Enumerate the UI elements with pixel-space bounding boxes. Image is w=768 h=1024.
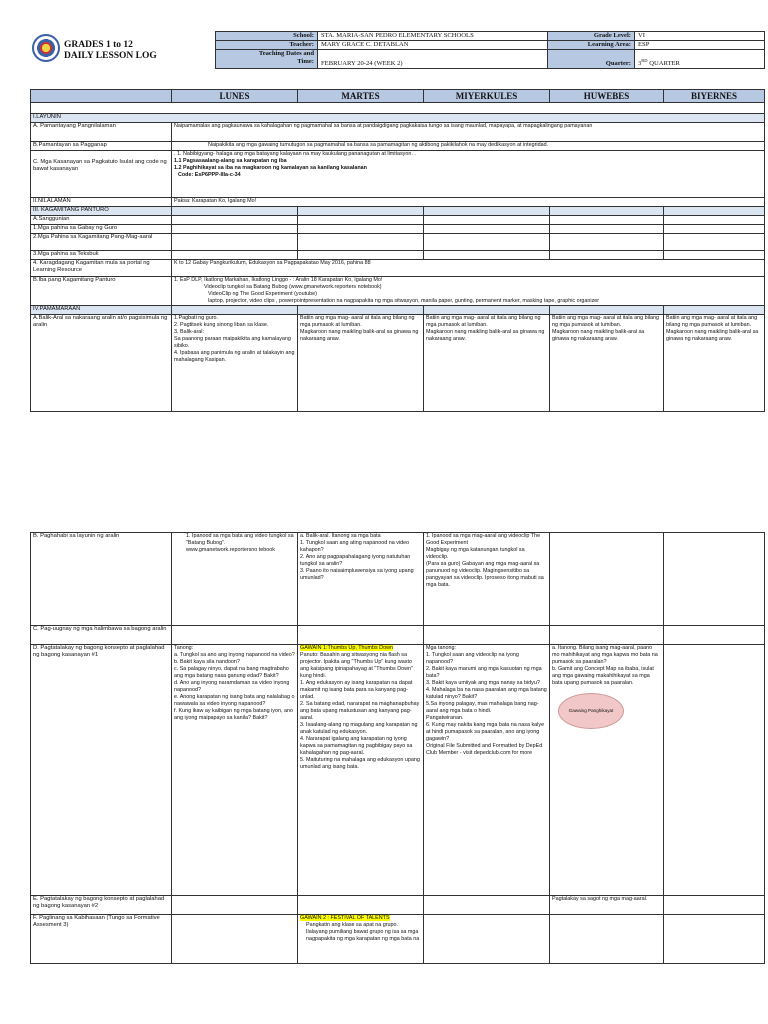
teksbuk-label: 3.Mga pahina sa Teksbuk (31, 251, 172, 260)
pag-uugnay-row (31, 626, 765, 645)
kasanayan-code: Code: EsP6PPP-IIIa-c-34 (178, 172, 241, 178)
teacher-label: Teacher: (216, 41, 318, 50)
kasanayan-line-3: 1.2 Paghihikayat sa iba na magkaroon ng kamalayan sa kanilang kasalanan (174, 165, 367, 171)
sanggunian-row (31, 216, 765, 225)
kasanayan-row (31, 151, 765, 198)
concept-map-circle: Gawaing Panghikayat (558, 693, 624, 729)
iba-pang-kagamitan-label: B.Iba pang Kagamitang Panturo (31, 277, 172, 306)
quarter-label: Quarter: (548, 50, 635, 69)
day-lunes: LUNES (172, 90, 298, 103)
lesson-log-table-page1 (30, 89, 765, 412)
pagtatalakay-1-label: D. Pagtatalakay ng bagong konsepto at paglalahad ng bagong kasanayan #1 (31, 645, 172, 896)
balik-aral-lunes: 1.Pagbati ng guro. 2. Pagtitsek kung sinong liban sa klase. 3. Balik-aral: Sa paanong paraan maipakikita ang kamalayang sibiko. 4. Ipabasa ang panimula ng aralin at talakayin ang mahalagang Kasipan. (172, 315, 298, 412)
pag-uugnay-label: C. Pag-uugnay ng mga halimbawa sa bagong aralin (31, 626, 172, 645)
gawain-1-heading: GAWAIN 1:Thumbs Up, Thumbs Down (300, 645, 393, 651)
gawain-1-text: Panuto: Basahin ang sitwasyong nia flash sa projector. Ipakita ang "Thumbs Up" kung wasto ang kaisipang ipinapahayag at "Thumbs Down" kung hindi. 1. Ang edukasyon ay isang karapatan na dapat makamit ng isang bata para sa kanyang pag-unlad. 2. Sa batang edad, nararapat na maghanapbuhay ang bata upang matustusan ang kanyang pag-aaral. 3. Isaalang-alang ng magulang ang karapatan ng anak katulad ng edukasyon. 4. Nararapat igalang ang karapatan ng iyong kapwa sa pamamagitan ng pagbibigay payo sa kahalagahan ng pag-aaral. 5. Maituturing na mahalaga ang edukasyon upang umunlad ang isang bata. (300, 652, 420, 770)
pagtatalakay-2-huwebes: Pagtalakay sa sagot ng mga mag-aaral. (550, 896, 664, 915)
iba-line-4: laptop, projector, video clips , powerpointpresentation na nagpapakita ng mga sitwasyon, manila paper, gunting, permanent marker, masking tape, graphic organizer (208, 298, 600, 304)
kasanayan-text (172, 151, 765, 198)
paghahabi-lunes: 1. Ipanood sa mga bata ang video tungkol sa "Batang Bubog". www.gmanetwork.reportersno tebook (172, 533, 298, 626)
pamamaraan-label: IV.PAMAMARAAN (31, 306, 172, 315)
quarter-number: 3 (638, 60, 642, 67)
day-martes: MARTES (298, 90, 424, 103)
teaching-dates-label-line1: Teaching Dates and (258, 50, 314, 57)
balik-aral-martes: Batiin ang mga mag- aaral at itala ang bilang ng mga pumasok at lumiban. Magkaroon nang maikling balik-aral sa ginawa ng nakaraang araw. (298, 315, 424, 412)
gawain-2-text: Pangkatin ang klase sa apat na grupo. Ilalayang pumiliang bawat grupo ng isa sa mga nagpapakita ng mga karapatan ng mga bata na (306, 922, 420, 942)
pagtatalakay-1-miyerkules: Mga tanong: 1. Tungkol saan ang videoclip na iyong napanood? 2. Bakit kaya marumi ang mga kasuotan ng mga bata? 3. Bakit kaya umiiyak ang mga nanay sa bidyu? 4. Mahalaga ba na nasa paaralan ang mga batang katulad ninyo? Bakit? 5.Sa inyong palagay, mas mahalaga bang nag-aaral ang mga bata o hindi. Pangatwiranan. 6. Kung may nakita kang mga bata na nasa kalye at hindi pumapasok sa paaralan, ano ang iyong gagawin? Original File Submitted and Formatted by DepEd Club Member - visit depedclub.com for more (424, 645, 550, 896)
pamamaraan-row (31, 306, 765, 315)
paghahabi-label: B. Paghahabi sa layunin ng aralin (31, 533, 172, 626)
paglinang-martes (298, 915, 424, 964)
teksbuk-row (31, 251, 765, 260)
title-line-2: DAILY LESSON LOG (64, 51, 157, 61)
spacer-row (31, 103, 765, 114)
paghahabi-biyernes (664, 533, 765, 626)
header-info-table (215, 31, 765, 69)
gabay-guro-row (31, 225, 765, 234)
teaching-dates-label (216, 50, 318, 69)
learning-area-value: ESP (635, 41, 765, 50)
kagamitang-panturo-label: III. KAGAMITANG PANTURO (31, 207, 172, 216)
sanggunian-label: A.Sanggunian (31, 216, 172, 225)
day-biyernes: BIYERNES (664, 90, 765, 103)
pamantayang-pangnilalaman-label: A. Pamantayang Pangnilalaman (31, 123, 172, 142)
karagdagang-kagamitan-text: K to 12 Gabay Pangkurikulum, Edukasyon sa Pagpapakatao May 2016, pahina 88 (172, 260, 765, 277)
kagamitang-panturo-row (31, 207, 765, 216)
pamantayang-pangnilalaman-text: Naipamamalas ang pagkaunawa sa kahalagahan ng pagmamahal sa bansa at pandaigdigang pagkakaisa tungo sa isang maunlad, mapayapa, at mapagkalingang pamayanan (172, 123, 765, 142)
quarter-value (635, 50, 765, 69)
nilalaman-text: Paksa: Karapatan Ko, Igalang Mo! (172, 198, 765, 207)
paghahabi-row (31, 533, 765, 626)
paglinang-row (31, 915, 765, 964)
learning-area-label: Learning Area: (548, 41, 635, 50)
day-header-blank (31, 90, 172, 103)
pagtatalakay-1-huwebes (550, 645, 664, 896)
huwebes-concept-map-text: a. Itanong. Bilang isang mag-aaral, paano mo mahihikayat ang mga kapwa mo bata na pumasok sa paaralan? b. Gamit ang Concept Map sa ibaba, isulat ang mga gawaing makahihikayat sa mga bata upang pumasok sa paaralan. (552, 645, 658, 686)
balik-aral-row (31, 315, 765, 412)
layunin-row (31, 114, 765, 123)
paghahabi-huwebes (550, 533, 664, 626)
kagamitang-mag-aaral-label: 2.Mga Pahina sa Kagamitang Pang-Mag-aaral (31, 234, 172, 251)
iba-line-3: VideoClip ng The Good Experiment (youtube) (208, 291, 317, 297)
quarter-superscript: RD (641, 57, 648, 63)
day-header-row (31, 90, 765, 103)
deped-seal-logo (32, 34, 60, 62)
grade-level-label: Grade Level: (548, 32, 635, 41)
iba-pang-kagamitan-row (31, 277, 765, 306)
balik-aral-biyernes: Batiin ang mga mag- aaral at itala ang bilang ng mga pumasok at lumiban. Magkaroon nang maikling balik-aral sa ginawa ng nakaraang araw. (664, 315, 765, 412)
balik-aral-huwebes: Batiin ang mga mag- aaral at itala ang bilang ng mga pumasok at lumiban. Magkaroon nang maikling balik-aral sa ginawa ng nakaraang araw. (550, 315, 664, 412)
kasanayan-line-1: . 1. Nabibigyang- halaga ang mga batayang kalayaan na may kaukulang pananagutan at limitasyon. . (174, 151, 416, 157)
gabay-guro-label: 1.Mga pahina sa Gabay ng Guro (31, 225, 172, 234)
pamantayan-pagganap-row (31, 142, 765, 151)
school-value: STA. MARIA-SAN PEDRO ELEMENTARY SCHOOLS (318, 32, 548, 41)
karagdagang-kagamitan-row (31, 260, 765, 277)
pagtatalakay-1-biyernes (664, 645, 765, 896)
pamantayang-pangnilalaman-row (31, 123, 765, 142)
pamantayan-pagganap-text: Naipakikita ang mga gawaing tumutugon sa pagmamahal sa bansa sa pamamagitan ng aktibong pakikilahok na may dedikasyon at integridad. (172, 142, 765, 151)
paglinang-label: F. Paglinang sa Kabihasaan (Tungo sa Formative Assesment 3) (31, 915, 172, 964)
day-huwebes: HUWEBES (550, 90, 664, 103)
nilalaman-label: II.NILALAMAN (31, 198, 172, 207)
lesson-log-table-page2 (30, 532, 765, 964)
pagtatalakay-2-row (31, 896, 765, 915)
layunin-heading: I.LAYUNIN (31, 114, 765, 123)
teaching-dates-label-line2: Time: (297, 58, 314, 65)
grade-level-value: VI (635, 32, 765, 41)
pagtatalakay-1-martes (298, 645, 424, 896)
pagtatalakay-2-label: E. Pagtatalakay ng bagong konsepto at paglalahad ng bagong kasanayan #2 (31, 896, 172, 915)
balik-aral-miyerkules: Batiin ang mga mag- aaral at itala ang bilang ng mga pumasok at lumiban. Magkaroon nang maikling balik-aral sa ginawa ng nakaraang araw. (424, 315, 550, 412)
kagamitang-mag-aaral-row (31, 234, 765, 251)
document-title (64, 40, 157, 62)
iba-pang-kagamitan-text (172, 277, 765, 306)
quarter-word: QUARTER (647, 60, 680, 67)
kasanayan-label: C. Mga Kasanayan sa Pagkatuto Isulat ang code ng bawat kasanayan (31, 151, 172, 198)
teacher-value: MARY GRACE C. DETABLAN (318, 41, 548, 50)
balik-aral-label: A.Balik-Aral sa nakaraang aralin at/o pagsisimula ng aralin (31, 315, 172, 412)
gawain-2-heading: GAWAIN 2 : FESTIVAL OF TALENTS (300, 915, 390, 921)
pagtatalakay-1-row (31, 645, 765, 896)
pamantayan-pagganap-label: B.Pamantayan sa Pagganap (31, 142, 172, 151)
iba-line-1: 1. EsP DLP, Ikatlong Markahan, Ikatlong Linggo - : Aralin 18 Karapatan Ko, Igalang Mo! (174, 277, 383, 283)
paghahabi-miyerkules: 1. Ipanood sa mga mag-aaral ang videoclip The Good Experiment Magbigay ng mga katanungan tungkol sa videoclip. (Para sa guro) Gabayan ang mga mag-aaral sa panunuod ng videoclip. Magingsensitibo sa pangyayari sa videoclip. Iproseso itong mabuti sa mga bata. (424, 533, 550, 626)
paghahabi-martes: a. Balik-aral. Itanong sa mga bata 1. Tungkol saan ang ating napanood na video kahapon? 2. Ano ang pagpapahalagang iyong natutuhan tungkol sa aralin? 3. Paano ito naisaimpluwensiya sa iyong upang umunlad? (298, 533, 424, 626)
day-miyerkules: MIYERKULES (424, 90, 550, 103)
kasanayan-line-2: 1.1 Pagsasaalang-alang sa karapatan ng iba (174, 158, 287, 164)
iba-line-2: Videoclip tungkol sa Batang Bubog (www.gmanetwork.reporters notebook) (204, 284, 382, 290)
school-label: School: (216, 32, 318, 41)
pagtatalakay-1-lunes: Tanong: a. Tungkol sa ano ang inyong napanood na video? b. Bakit kaya sila nandoon? c. Sa palagay ninyo, dapat na bang magtrabaho ang mga batang nasa ganung edad? Bakit? d. Ano ang inyong naramdaman sa video inyong napanood? e. Anong karapatan ng isang bata ang nalalabag o nawawala sa video inyong napanood? f. Kung ikaw ay kaibigan ng mga batang iyon, ano ang iyong maipapayo sa kanila? Bakit? (172, 645, 298, 896)
teaching-dates-value: FEBRUARY 20-24 (WEEK 2) (318, 50, 548, 69)
title-line-1: GRADES 1 to 12 (64, 40, 133, 50)
karagdagang-kagamitan-label: 4. Karagdagang Kagamitan mula sa portal ng Learning Resource (31, 260, 172, 277)
nilalaman-row (31, 198, 765, 207)
